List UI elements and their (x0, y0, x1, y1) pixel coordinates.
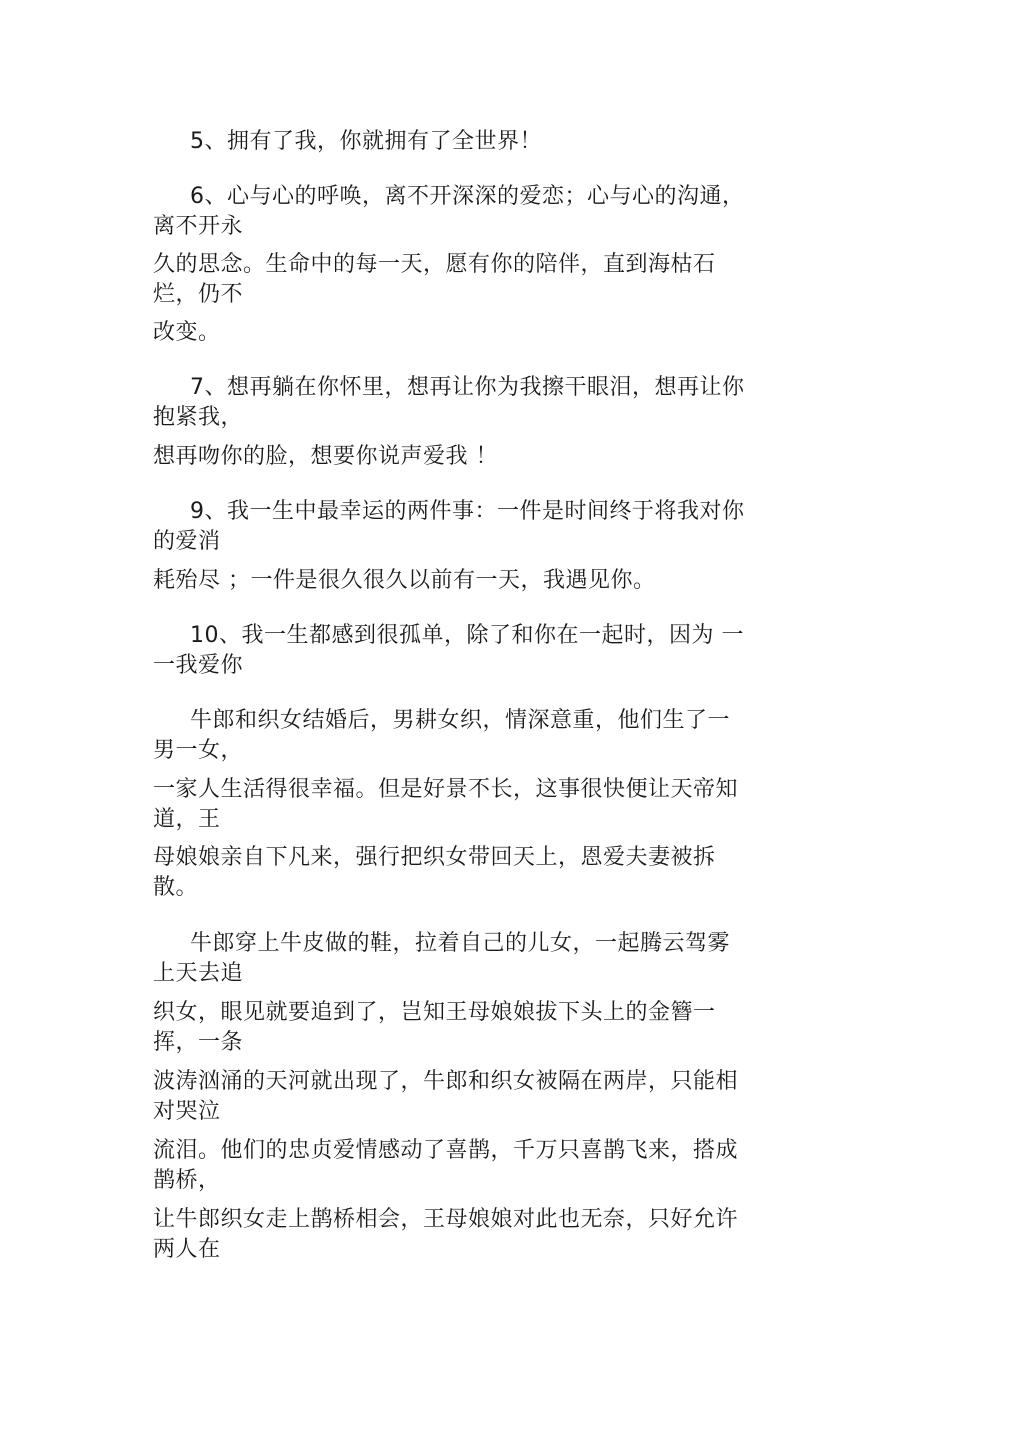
text-line: 牛郎和织女结婚后，男耕女织，情深意重，他们生了一 (190, 708, 731, 733)
text-line: 道，王 (153, 807, 221, 832)
text-line: 两人在 (153, 1237, 221, 1262)
text-line: 母娘娘亲自下凡来，强行把织女带回天上，恩爱夫妻被拆 (153, 845, 716, 870)
text-line: 9、我一生中最幸运的两件事：一件是时间终于将我对你 (190, 499, 745, 524)
text-line: 对哭泣 (153, 1099, 221, 1124)
text-line: 5、拥有了我，你就拥有了全世界！ (190, 129, 542, 154)
text-line: 10、我一生都感到很孤单，除了和你在一起时，因为 一 (190, 623, 744, 648)
text-line: 一我爱你 (153, 653, 244, 678)
text-line: 上天去追 (153, 961, 244, 986)
text-line: 波涛汹涌的天河就出现了，牛郎和织女被隔在两岸，只能相 (153, 1069, 739, 1094)
text-line: 久的思念。生命中的每一天，愿有你的陪伴，直到海枯石 (153, 252, 716, 277)
text-line: 散。 (153, 875, 199, 900)
text-line: 让牛郎织女走上鹊桥相会，王母娘娘对此也无奈，只好允许 (153, 1207, 739, 1232)
text-line: 牛郎穿上牛皮做的鞋，拉着自己的儿女，一起腾云驾雾 (190, 931, 731, 956)
text-line: 6、心与心的呼唤，离不开深深的爱恋；心与心的沟通， (190, 184, 745, 209)
text-line: 流泪。他们的忠贞爱情感动了喜鹊，千万只喜鹊飞来，搭成 (153, 1138, 739, 1163)
text-line: 挥，一条 (153, 1030, 244, 1055)
text-line: 改变。 (153, 320, 221, 345)
text-line: 的爱消 (153, 529, 221, 554)
text-line: 7、想再躺在你怀里，想再让你为我擦干眼泪，想再让你 (190, 375, 745, 400)
text-line: 男一女， (153, 738, 244, 763)
text-line: 织女，眼见就要追到了，岂知王母娘娘拔下头上的金簪一 (153, 1000, 716, 1025)
text-line: 离不开永 (153, 214, 244, 239)
text-line: 鹊桥， (153, 1168, 221, 1193)
text-line: 想再吻你的脸，想要你说声爱我 ！ (153, 444, 498, 469)
text-line: 一家人生活得很幸福。但是好景不长，这事很快便让天帝知 (153, 777, 739, 802)
text-line: 耗殆尽 ；一件是很久很久以前有一天，我遇见你。 (153, 568, 656, 593)
text-line: 烂，仍不 (153, 282, 244, 307)
text-line: 抱紧我， (153, 405, 244, 430)
